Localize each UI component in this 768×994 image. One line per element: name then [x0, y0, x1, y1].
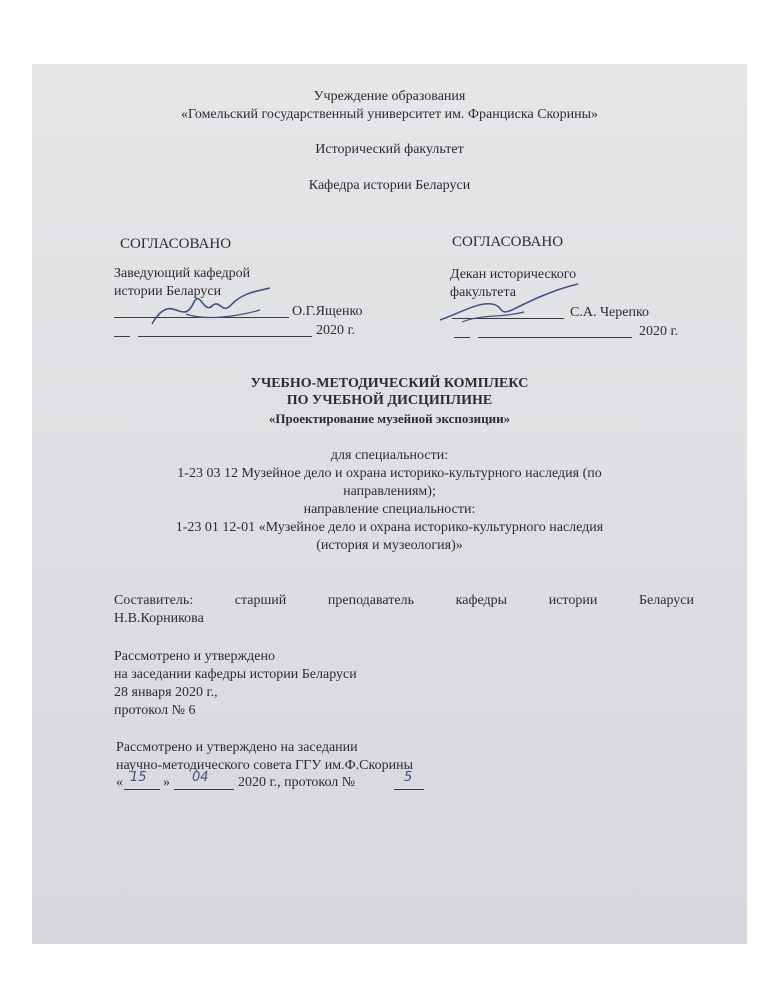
approval-right-name: С.А. Черепко [570, 305, 650, 320]
review1-line2: на заседании кафедры истории Беларуси [114, 667, 357, 682]
specialty-line4: (история и музеология)» [316, 538, 463, 553]
month-handwritten: 04 [192, 770, 209, 785]
compiler-word-1: Составитель: [114, 593, 194, 608]
day-handwritten: 15 [130, 770, 147, 785]
specialty-line1: 1-23 03 12 Музейное дело и охрана историко-культурного наследия (по [177, 466, 602, 481]
review2-quote-close: » [163, 775, 170, 790]
review1-line4: протокол № 6 [114, 703, 196, 718]
review2-line2: научно-методического совета ГГУ им.Ф.Скорины [116, 758, 414, 773]
month-underline [174, 789, 234, 790]
review2-year-text: 2020 г., протокол № [238, 775, 356, 790]
date-day-line-right [454, 337, 470, 338]
signature-line-right [452, 318, 564, 319]
document-photo [32, 64, 747, 944]
department: Кафедра истории Беларуси [308, 178, 471, 193]
approval-left-date: 2020 г. [316, 323, 356, 338]
institution-line1: Учреждение образования [313, 89, 466, 104]
date-month-line-left [138, 336, 312, 337]
compiler-word-3: преподаватель [327, 593, 414, 608]
compiler-word-2: старший [234, 593, 287, 608]
title-line3: «Проектирование музейной экспозиции» [268, 411, 511, 426]
day-underline [124, 789, 160, 790]
date-day-line-left [114, 336, 130, 337]
signature-line-left [114, 317, 289, 318]
approval-left-role2: истории Беларуси [114, 284, 222, 299]
title-line2: ПО УЧЕБНОЙ ДИСЦИПЛИНЕ [286, 393, 493, 408]
protocol-number-handwritten: 5 [404, 770, 413, 785]
compiler-word-4: кафедры [455, 593, 508, 608]
review2-quote-open: « [116, 775, 123, 790]
compiler-line [114, 592, 694, 609]
title-line1: УЧЕБНО-МЕТОДИЧЕСКИЙ КОМПЛЕКС [250, 376, 529, 391]
review1-line1: Рассмотрено и утверждено [114, 649, 275, 664]
approval-right-role2: факультета [450, 285, 516, 300]
approval-right-heading: СОГЛАСОВАНО [452, 234, 564, 250]
specialty-line2: направлениям); [343, 484, 436, 499]
specialty-line3: 1-23 01 12-01 «Музейное дело и охрана историко-культурного наследия [175, 520, 604, 535]
compiler-word-6: Беларуси [638, 593, 694, 608]
approval-left-role1: Заведующий кафедрой [114, 266, 251, 281]
specialty-label: для специальности: [330, 448, 449, 463]
compiler-word-5: истории [548, 593, 598, 608]
approval-left-name: О.Г.Ященко [292, 304, 363, 319]
institution-line2: «Гомельский государственный университет им. Франциска Скорины» [180, 107, 599, 122]
direction-label: направление специальности: [303, 502, 476, 517]
compiler-name: Н.В.Корникова [114, 611, 204, 626]
approval-left-heading: СОГЛАСОВАНО [120, 236, 232, 252]
date-month-line-right [478, 337, 632, 338]
review1-line3: 28 января 2020 г., [114, 685, 218, 700]
approval-right-role1: Декан исторического [450, 267, 577, 282]
review2-line1: Рассмотрено и утверждено на заседании [116, 740, 358, 755]
faculty: Исторический факультет [315, 142, 464, 157]
protocol-underline [394, 789, 424, 790]
approval-right-date: 2020 г. [639, 324, 679, 339]
